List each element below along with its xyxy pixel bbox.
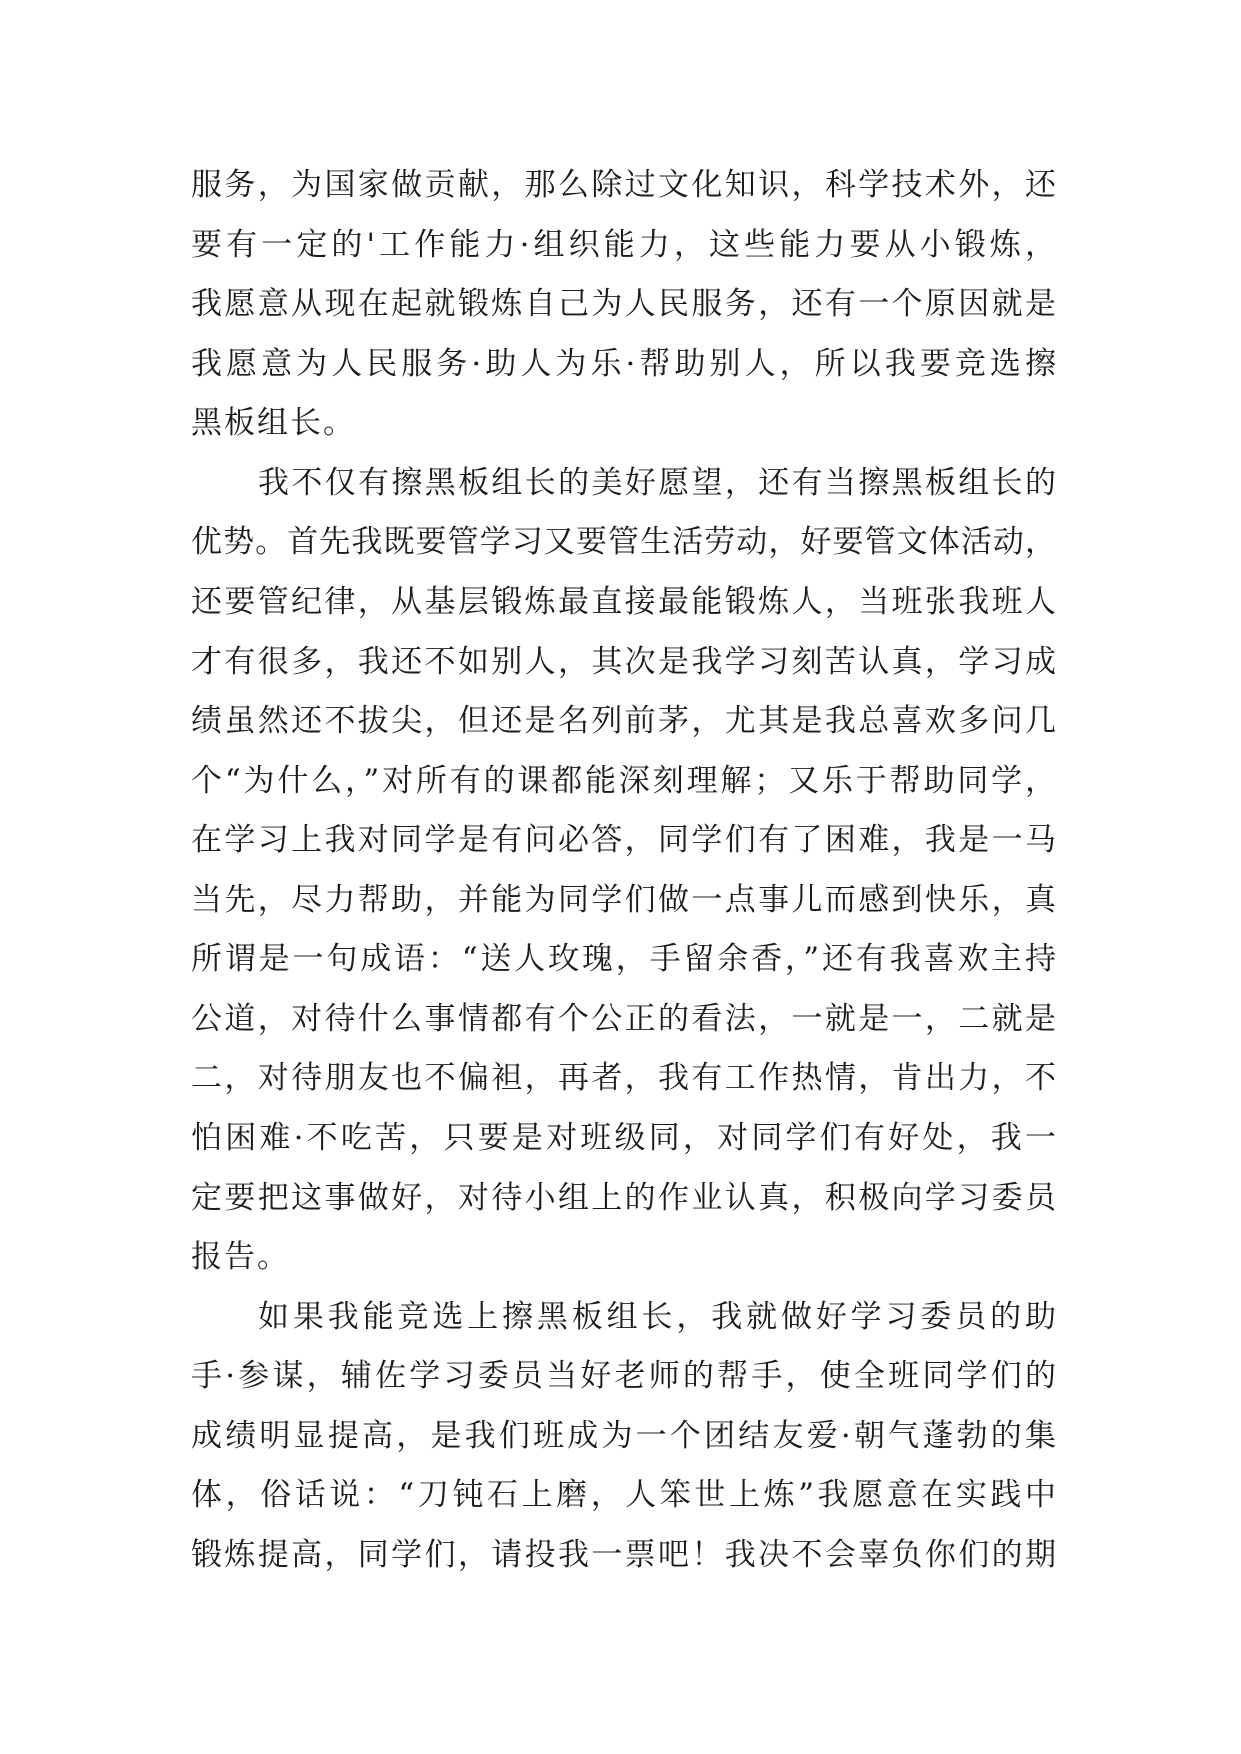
text-line: 锻炼提高，同学们，请投我一票吧！我决不会辜负你们的期 xyxy=(191,1536,1056,1573)
text-line: 公道，对待什么事情都有个公正的看法，一就是一，二就是 xyxy=(191,1000,1056,1037)
text-line: 体，俗话说：“刀钝石上磨，人笨世上炼”我愿意在实践中 xyxy=(191,1477,1056,1514)
text-line: 成绩明显提高，是我们班成为一个团结友爱·朝气蓬勃的集 xyxy=(191,1417,1056,1454)
text-line: 我不仅有擦黑板组长的美好愿望，还有当擦黑板组长的 xyxy=(258,464,1056,501)
text-line: 我愿意为人民服务·助人为乐·帮助别人，所以我要竞选擦 xyxy=(191,345,1056,382)
paragraph xyxy=(191,454,1056,1288)
text-line: 所谓是一句成语：“送人玫瑰，手留余香，”还有我喜欢主持 xyxy=(191,941,1056,978)
text-line: 服务，为国家做贡献，那么除过文化知识，科学技术外，还 xyxy=(191,167,1056,203)
text-line: 我愿意从现在起就锻炼自己为人民服务，还有一个原因就是 xyxy=(191,286,1056,323)
text-line: 怕困难·不吃苦，只要是对班级同，对同学们有好处，我一 xyxy=(191,1120,1056,1156)
text-line: 在学习上我对同学是有问必答，同学们有了困难，我是一马 xyxy=(191,822,1056,859)
text-line: 优势。首先我既要管学习又要管生活劳动，好要管文体活动， xyxy=(191,524,1056,561)
text-line: 定要把这事做好，对待小组上的作业认真，积极向学习委员 xyxy=(191,1179,1056,1216)
document-body xyxy=(191,156,1056,1586)
text-line: 二，对待朋友也不偏袒，再者，我有工作热情，肯出力，不 xyxy=(191,1060,1056,1097)
text-line: 个“为什么，”对所有的课都能深刻理解；又乐于帮助同学， xyxy=(191,762,1056,799)
text-line: 才有很多，我还不如别人，其次是我学习刻苦认真，学习成 xyxy=(191,643,1056,680)
paragraph xyxy=(191,156,1056,454)
text-line: 手·参谋，辅佐学习委员当好老师的帮手，使全班同学们的 xyxy=(191,1358,1056,1395)
text-line: 黑板组长。 xyxy=(191,405,356,442)
text-line: 当先，尽力帮助，并能为同学们做一点事儿而感到快乐，真 xyxy=(191,881,1056,918)
text-line: 报告。 xyxy=(191,1239,290,1276)
text-line: 还要管纪律，从基层锻炼最直接最能锻炼人，当班张我班人 xyxy=(191,583,1056,620)
text-line: 如果我能竞选上擦黑板组长，我就做好学习委员的助 xyxy=(258,1298,1056,1335)
paragraph xyxy=(191,1288,1056,1586)
text-line: 要有一定的'工作能力·组织能力，这些能力要从小锻炼， xyxy=(191,226,1056,263)
text-line: 绩虽然还不拔尖，但还是名列前茅，尤其是我总喜欢多问几 xyxy=(191,703,1056,740)
